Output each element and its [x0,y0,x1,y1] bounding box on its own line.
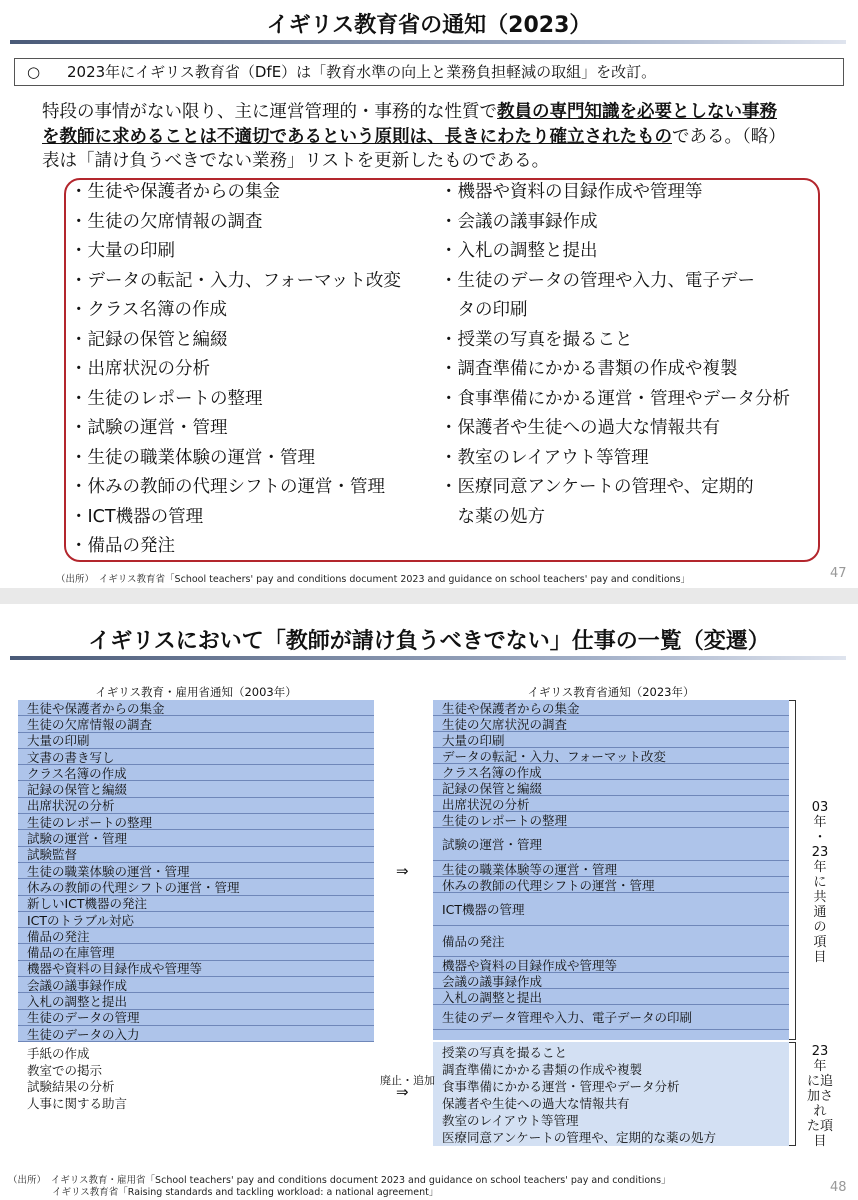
right-2023-row: 休みの教師の代理シフトの運営・管理 [433,877,789,893]
arrow-added-icon: ⇒ [396,1083,409,1101]
task-item-right: タの印刷 [440,300,528,320]
left-2003-row: 会議の議事録作成 [18,977,374,993]
lead-box [14,58,844,86]
task-item-left: ・クラス名簿の作成 [70,300,227,320]
para-emphasis-2: を教師に求めることは不適切であるという原則は、長きにわたり確立されたもの [42,127,672,147]
slide-title: イギリス教育省の通知（2023） [266,13,592,38]
label-line: 23 [811,1044,829,1059]
left-2003-row: 生徒のレポートの整理 [18,814,374,830]
added-items-label [798,1044,842,1149]
left-2003-row: 生徒や保護者からの集金 [18,700,374,716]
label-line: に [813,875,827,890]
task-item-right: ・教室のレイアウト等管理 [440,447,649,468]
label-line: 03 [811,800,829,815]
left-2003-row: 機器や資料の目録作成や管理等 [18,961,374,977]
paragraph-line-1 [42,100,777,124]
task-item-right: ・食事準備にかかる運営・管理やデータ分析 [440,388,790,409]
task-item-left: ・記録の保管と編綴 [70,329,228,350]
task-item-left: ・生徒の職業体験の運営・管理 [70,447,315,468]
right-2023-row: 記録の保管と編綴 [433,780,789,796]
left-2003-row: 備品の発注 [18,928,374,944]
left-2003-row: 文書の書き写し [18,749,374,765]
label-line: 目 [813,950,827,965]
left-2003-row: 生徒の職業体験の運営・管理 [18,863,374,879]
task-item-left: ・備品の発注 [70,536,175,556]
left-2003-extra-row: 教室での掲示 [27,1062,103,1078]
arrow-common-icon: ⇒ [396,862,409,880]
label-line: ・ [813,830,827,845]
right-2023-added-row: 授業の写真を撮ること [442,1044,568,1060]
title-rule [10,40,846,44]
slide-47 [0,0,858,588]
para-emphasis-1: 教員の専門知識を必要としない事務 [497,102,777,122]
para-plain-2: である。（略） [672,127,786,147]
paragraph-line-2 [42,125,786,149]
right-2023-row: 備品の発注 [433,926,789,957]
right-2023-row: 出席状況の分析 [433,796,789,812]
lead-text: 2023年にイギリス教育省（DfE）は「教育水準の向上と業務負担軽減の取組」を改訂。 [67,63,657,81]
left-2003-extra-row: 人事に関する助言 [27,1095,128,1111]
label-line: れ [813,1104,827,1119]
label-line: 共 [813,890,827,905]
task-item-right: ・会議の議事録作成 [440,211,598,232]
right-2023-row: 会議の議事録作成 [433,973,789,989]
right-2023-added-row: 調査準備にかかる書類の作成や複製 [442,1061,643,1077]
left-2003-row: 休みの教師の代理シフトの運営・管理 [18,879,374,895]
task-item-left: ・生徒や保護者からの集金 [70,182,280,202]
right-2023-row: 大量の印刷 [433,732,789,748]
label-line: 23 [811,845,829,860]
task-item-right: ・入札の調整と提出 [440,241,598,261]
task-item-left: ・大量の印刷 [70,241,175,261]
task-item-right: ・保護者や生徒への過大な情報共有 [440,418,720,438]
task-item-left: ・出席状況の分析 [70,359,210,379]
right-2023-row: 試験の運営・管理 [433,828,789,861]
left-2003-row: 新しいICT機器の発注 [18,896,374,912]
right-2023-row: データの転記・入力、フォーマット改変 [433,748,789,764]
left-2003-row: 備品の在庫管理 [18,945,374,961]
left-2003-row: 生徒のデータの入力 [18,1026,374,1042]
right-2023-added-row: 教室のレイアウト等管理 [442,1112,579,1128]
label-line: 年 [813,815,827,830]
right-2023-row: 機器や資料の目録作成や管理等 [433,957,789,973]
right-2023-row: ICT機器の管理 [433,893,789,926]
task-item-left: ・生徒の欠席情報の調査 [70,211,263,232]
task-item-right: ・授業の写真を撮ること [440,329,633,350]
left-2003-row: 生徒の欠席情報の調査 [18,716,374,732]
slide-title: イギリスにおいて「教師が請け負うべきでない」仕事の一覧（変遷） [88,629,770,654]
task-item-right: ・調査準備にかかる書類の作成や複製 [440,359,738,379]
label-line: 加さ [806,1089,833,1104]
lead-bullet-icon: ○ [27,63,41,81]
left-2003-row: 記録の保管と編綴 [18,782,374,798]
left-2003-extra-row: 手紙の作成 [27,1046,90,1061]
right-2023-row: 生徒のデータ管理や入力、電子データの印刷 [433,1005,789,1030]
right-2023-row: 生徒の欠席状況の調査 [433,716,789,732]
common-items-label [798,800,842,965]
right-2023-row: 生徒の職業体験等の運営・管理 [433,861,789,877]
task-item-right: ・医療同意アンケートの管理や、定期的 [440,477,754,497]
abolish-add-label: 廃止・追加 [380,1074,435,1087]
left-2003-row: 試験監督 [18,847,374,863]
label-line: た項 [806,1119,833,1134]
common-bracket [789,700,796,1040]
page-number: 48 [830,1180,847,1195]
left-2003-row: クラス名簿の作成 [18,765,374,781]
para-plain-1: 特段の事情がない限り、主に運営管理的・事務的な性質で [42,102,497,122]
task-item-left: ・データの転記・入力、フォーマット改変 [70,270,401,291]
right-2023-row: 生徒や保護者からの集金 [433,700,789,716]
right-column-heading: イギリス教育省通知（2023年） [527,685,695,699]
right-2023-added-row: 医療同意アンケートの管理や、定期的な薬の処方 [442,1129,717,1145]
source-note: （出所） イギリス教育省「School teachers' pay and conditions document 2023 and guidance on school teachers' pay and conditions」 [56,574,691,585]
right-2023-added-row: 食事準備にかかる運営・管理やデータ分析 [442,1078,680,1094]
left-2003-extra-row: 試験結果の分析 [27,1079,115,1094]
task-item-left: ・試験の運営・管理 [70,418,228,438]
task-item-left: ・ICT機器の管理 [70,506,204,527]
left-2003-row: ICTのトラブル対応 [18,912,374,928]
left-column-heading: イギリス教育・雇用省通知（2003年） [95,685,297,699]
task-item-right: な薬の処方 [440,506,545,527]
left-2003-row: 出席状況の分析 [18,798,374,814]
label-line: 目 [813,1134,827,1149]
page-number: 47 [830,566,847,581]
label-line: 通 [813,905,827,920]
label-line: 項 [813,935,827,950]
left-2003-row: 試験の運営・管理 [18,830,374,846]
right-2023-row: クラス名簿の作成 [433,764,789,780]
task-item-left: ・生徒のレポートの整理 [70,388,263,409]
label-line: に追 [806,1074,833,1089]
left-2003-row: 入札の調整と提出 [18,993,374,1009]
added-bracket [789,1042,796,1146]
source-note-2: イギリス教育省「Raising standards and tackling workload: a national agreement」 [52,1187,439,1198]
slide-48 [0,604,858,1200]
label-line: 年 [813,860,827,875]
paragraph-line-3: 表は「請け負うべきでない業務」リストを更新したものである。 [42,151,550,171]
title-rule [10,656,846,660]
task-item-left: ・休みの教師の代理シフトの運営・管理 [70,477,385,497]
label-line: 年 [813,1059,827,1074]
left-2003-row: 生徒のデータの管理 [18,1010,374,1026]
right-2023-added-row: 保護者や生徒への過大な情報共有 [442,1095,630,1111]
task-item-right: ・生徒のデータの管理や入力、電子デー [440,270,755,291]
left-2003-row: 大量の印刷 [18,733,374,749]
right-2023-row: 生徒のレポートの整理 [433,812,789,828]
source-note-1: （出所） イギリス教育・雇用省「School teachers' pay and conditions document 2023 and guidance on school teachers' pay and conditions」 [8,1175,671,1186]
label-line: の [813,920,827,935]
right-2023-row: 入札の調整と提出 [433,989,789,1005]
task-item-right: ・機器や資料の目録作成や管理等 [440,182,703,202]
